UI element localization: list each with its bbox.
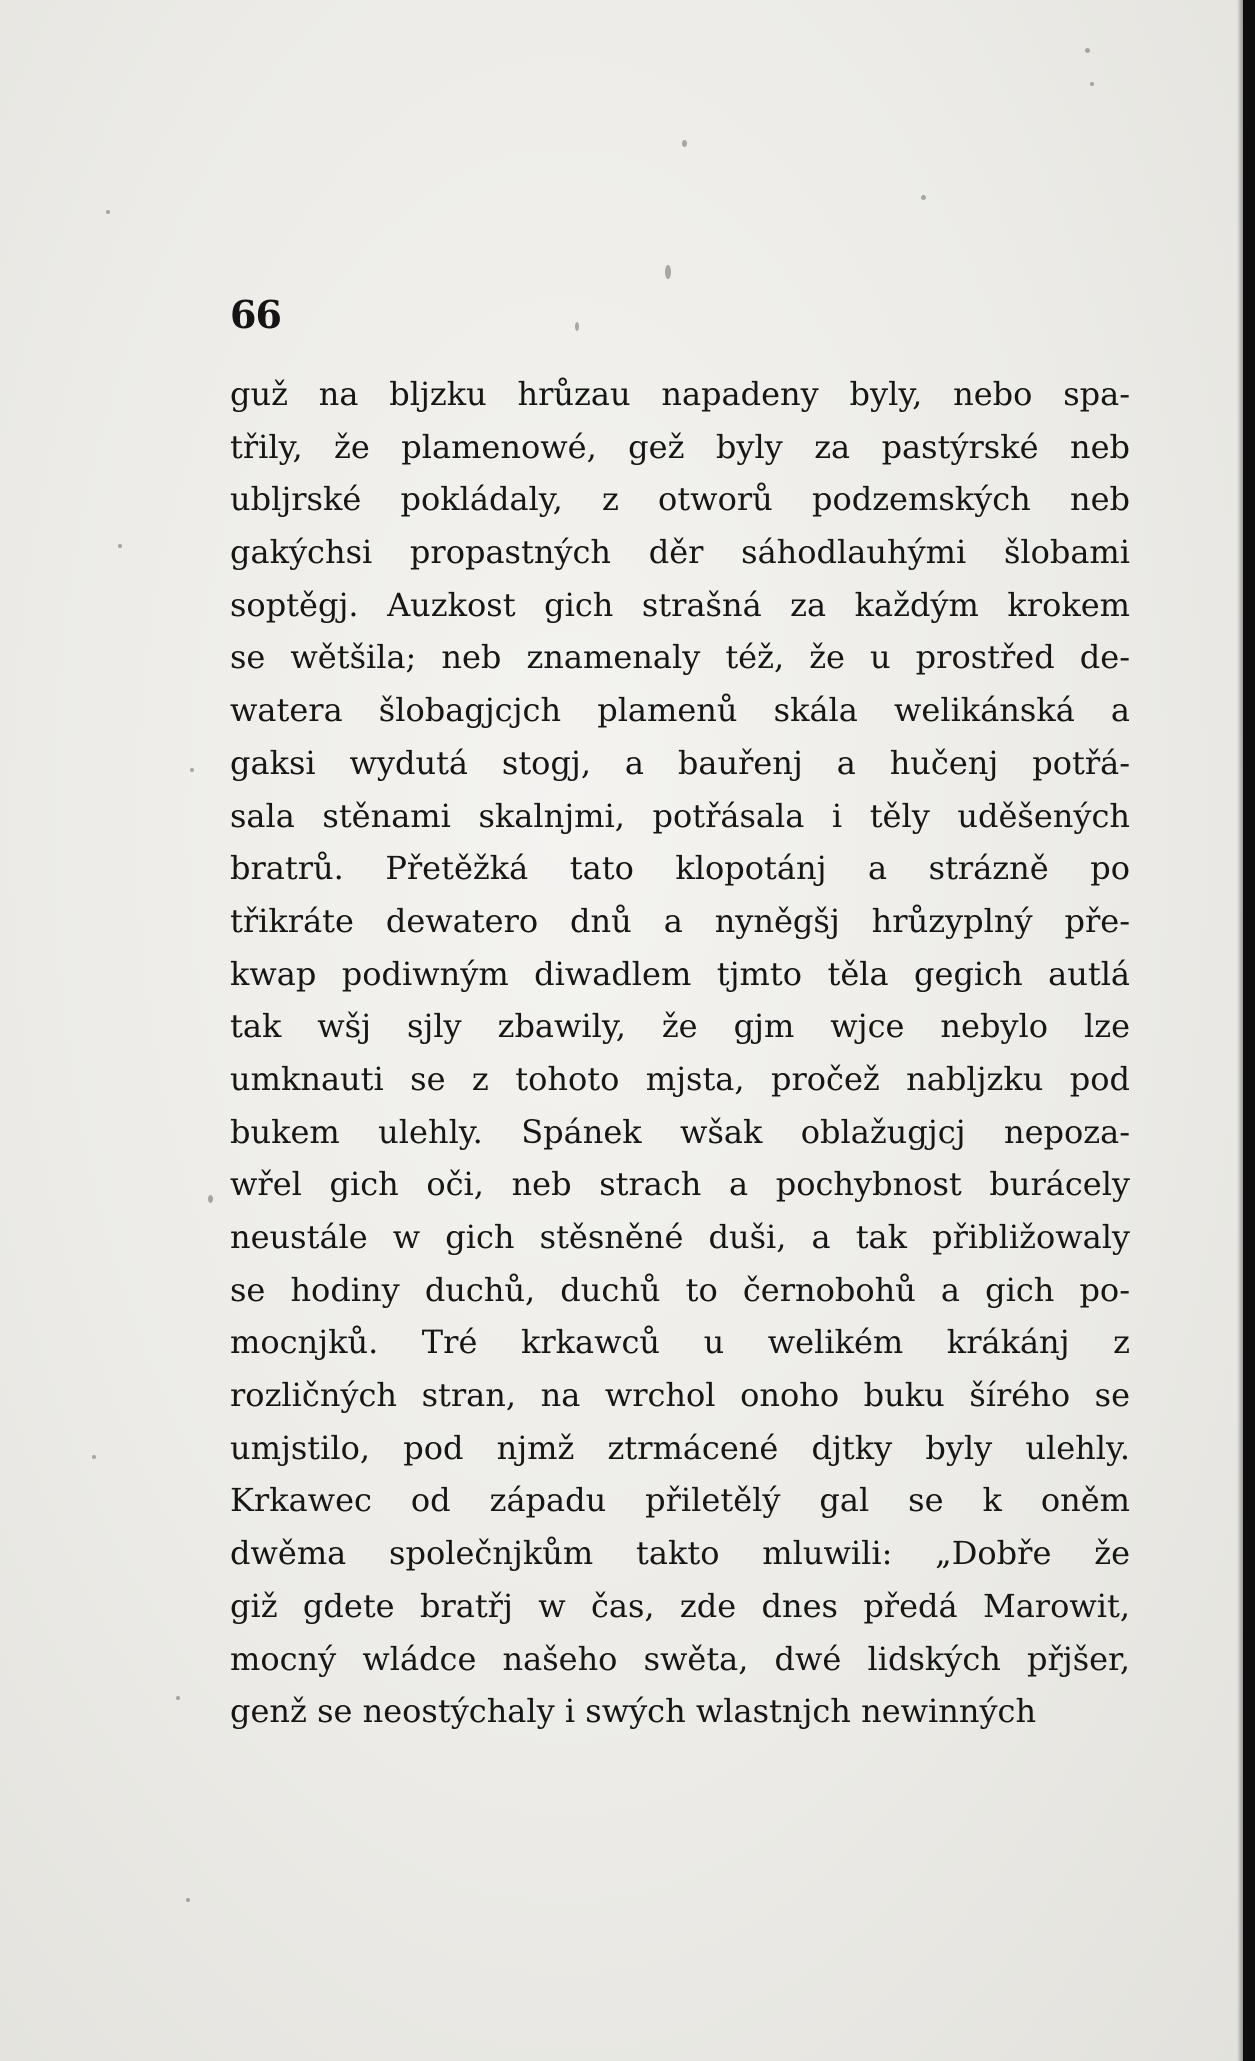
paper-speck — [1090, 82, 1094, 86]
text-line: genž se neostýchaly i swých wlastnjch newinných — [230, 1692, 1037, 1731]
paper-speck — [682, 140, 687, 147]
paper-speck — [118, 544, 122, 548]
page-number: 66 — [230, 292, 281, 337]
text-line: watera šlobagjcjch plamenů skála welikánská a — [230, 691, 1130, 730]
text-line: se wětšila; neb znamenaly též, že u prostřed de- — [230, 638, 1130, 677]
text-line: Krkawec od západu přiletělý gal se k oněm — [230, 1481, 1130, 1520]
text-line: kwap podiwným diwadlem tjmto těla gegich autlá — [230, 954, 1130, 993]
text-line: mocnjků. Tré krkawců u welikém krákánj z — [230, 1323, 1130, 1362]
text-line: neustále w gich stěsněné duši, a tak přibližowaly — [230, 1218, 1130, 1256]
text-line: wřel gich oči, neb strach a pochybnost burácely — [230, 1165, 1130, 1204]
text-line: se hodiny duchů, duchů to černobohů a gich po- — [230, 1270, 1130, 1309]
text-line: rozličných stran, na wrchol onoho buku šírého se — [230, 1376, 1130, 1415]
text-line: gakýchsi propastných děr sáhodlauhými šlobami — [230, 533, 1130, 572]
text-line: soptěgj. Auzkost gich strašná za každým krokem — [230, 585, 1130, 624]
text-line: třily, že plamenowé, gež byly za pastýrské neb — [230, 427, 1130, 466]
text-line: mocný wládce našeho swěta, dwé lidských přjšer, — [230, 1639, 1130, 1678]
scan-edge — [1243, 0, 1255, 2061]
text-line: gaksi wydutá stogj, a bauřenj a hučenj potřá- — [230, 743, 1130, 782]
text-line: sala stěnami skalnjmi, potřásala i těly uděšených — [230, 796, 1130, 835]
paper-speck — [575, 322, 579, 331]
text-line: bukem ulehly. Spánek wšak oblažugjcj nepoza- — [230, 1112, 1130, 1151]
paper-speck — [208, 1195, 213, 1203]
paper-speck — [190, 768, 194, 772]
paper-speck — [106, 210, 110, 214]
paper-speck — [1085, 48, 1090, 53]
text-line: guž na bljzku hrůzau napadeny byly, nebo spa- — [230, 375, 1130, 413]
text-line: ubljrské pokládaly, z otworů podzemských neb — [230, 480, 1130, 519]
text-line: bratrů. Přetěžká tato klopotánj a strázně po — [230, 849, 1130, 888]
paper-speck — [921, 195, 926, 200]
paper-speck — [176, 1696, 180, 1700]
text-line: giž gdete bratřj w čas, zde dnes předá Marowit, — [230, 1586, 1130, 1625]
paper-speck — [665, 265, 671, 279]
text-line: tak wšj sjly zbawily, že gjm wjce nebylo lze — [230, 1007, 1130, 1046]
text-line: umjstilo, pod njmž ztrmácené djtky byly ulehly. — [230, 1428, 1130, 1467]
text-line: umknauti se z tohoto mjsta, pročež nabljzku pod — [230, 1059, 1130, 1098]
paper-speck — [186, 1898, 190, 1902]
text-line: dwěma společnjkům takto mluwili: „Dobře že — [230, 1534, 1130, 1573]
body-text — [230, 368, 1130, 1738]
paper-speck — [92, 1455, 96, 1459]
text-line: třikráte dewatero dnů a nyněgšj hrůzyplný pře- — [230, 901, 1130, 940]
